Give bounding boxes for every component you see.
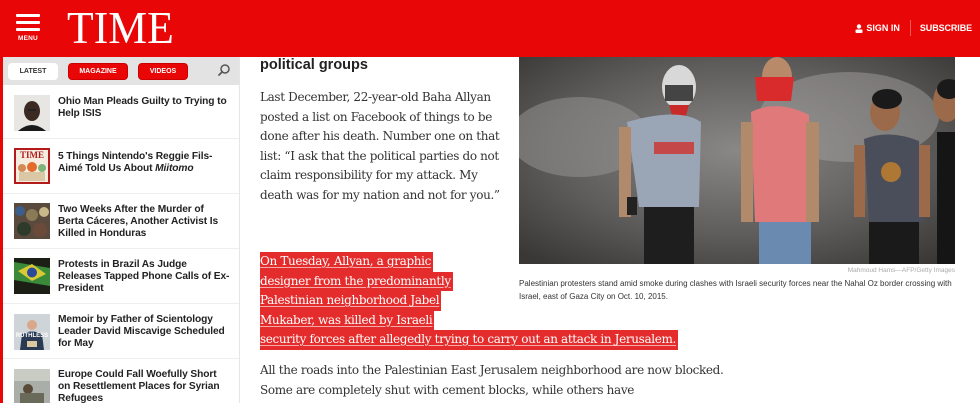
highlighted-text-line: Mukaber, was killed by Israeli <box>260 311 434 331</box>
article-paragraph: All the roads into the Palestinian East Jerusalem neighborhood are now blocked. Some are completely shut with cement blocks, while others have <box>260 363 724 397</box>
tab-videos[interactable]: VIDEOS <box>138 63 188 80</box>
thumbnail-time-cover <box>14 148 50 184</box>
site-header <box>0 0 980 57</box>
header-divider <box>910 20 911 36</box>
svg-text:RUTHLESS: RUTHLESS <box>15 333 49 339</box>
news-item-title: Two Weeks After the Murder of Berta Cáceres, Another Activist Is Killed in Honduras <box>58 204 219 239</box>
photo-credit: Mahmoud Hams—AFP/Getty Images <box>847 267 955 274</box>
sign-in-link[interactable] <box>855 23 900 33</box>
news-item[interactable] <box>3 304 239 359</box>
news-item[interactable] <box>3 85 239 139</box>
search-icon <box>217 63 231 77</box>
news-item-title: Protests in Brazil As Judge Releases Tapped Phone Calls of Ex-President <box>58 259 230 294</box>
subscribe-link[interactable]: SUBSCRIBE <box>919 23 972 33</box>
article-subheading: political groups <box>260 57 368 73</box>
news-item[interactable] <box>3 359 239 403</box>
highlighted-text-line: security forces after allegedly trying to carry out an attack in Jerusalem. <box>260 330 678 350</box>
highlighted-text-line: Palestinian neighborhood Jabel <box>260 291 441 311</box>
user-icon <box>855 24 863 33</box>
article-paragraph: Last December, 22-year-old Baha Allyan posted a list on Facebook of things to be done after his death. Number one on that list: “I ask that the political parties do not claim responsibility for my attack. My death was for my nation and not for you.” <box>260 90 500 202</box>
article-figure <box>519 57 955 303</box>
news-item-title: 5 Things Nintendo's Reggie Fils-Aimé Told Us About Miitomo <box>58 151 213 174</box>
menu-button[interactable] <box>14 12 42 46</box>
thumbnail-book-cover <box>14 314 50 350</box>
hamburger-icon-bar <box>16 28 40 31</box>
header-account-links <box>855 20 972 36</box>
latest-news-sidebar <box>0 57 240 403</box>
sidebar-tabs <box>3 57 239 85</box>
news-item[interactable] <box>3 194 239 249</box>
news-item[interactable] <box>3 139 239 194</box>
news-item-title: Memoir by Father of Scientology Leader David Miscavige Scheduled for May <box>58 314 225 349</box>
thumbnail-refugees <box>14 369 50 403</box>
search-button[interactable] <box>217 63 231 77</box>
tab-latest[interactable]: LATEST <box>8 63 58 80</box>
svg-text:TIME: TIME <box>19 150 45 160</box>
news-list <box>3 85 239 403</box>
thumbnail-brazil-flag <box>14 258 50 294</box>
highlighted-text-line: On Tuesday, Allyan, a graphic <box>260 252 433 272</box>
article-body <box>240 57 980 403</box>
news-item-title: Ohio Man Pleads Guilty to Trying to Help ISIS <box>58 96 227 119</box>
time-logo[interactable]: TIME <box>67 2 174 53</box>
thumbnail-crowd <box>14 203 50 239</box>
tab-magazine[interactable]: MAGAZINE <box>68 63 128 80</box>
hamburger-icon-bar <box>16 21 40 24</box>
news-item-title: Europe Could Fall Woefully Short on Resettlement Places for Syrian Refugees <box>58 369 220 403</box>
menu-label: MENU <box>18 35 38 42</box>
highlighted-text-line: designer from the predominantly <box>260 272 453 292</box>
protest-photo[interactable] <box>519 57 955 264</box>
photo-caption: Palestinian protesters stand amid smoke during clashes with Israeli security forces near the Nahal Oz border crossing with Israel, east of Gaza City on Oct. 10, 2015. <box>519 279 952 301</box>
sign-in-label: SIGN IN <box>866 23 900 33</box>
hamburger-icon <box>16 14 40 17</box>
news-item[interactable] <box>3 249 239 304</box>
thumbnail-mugshot <box>14 95 50 131</box>
